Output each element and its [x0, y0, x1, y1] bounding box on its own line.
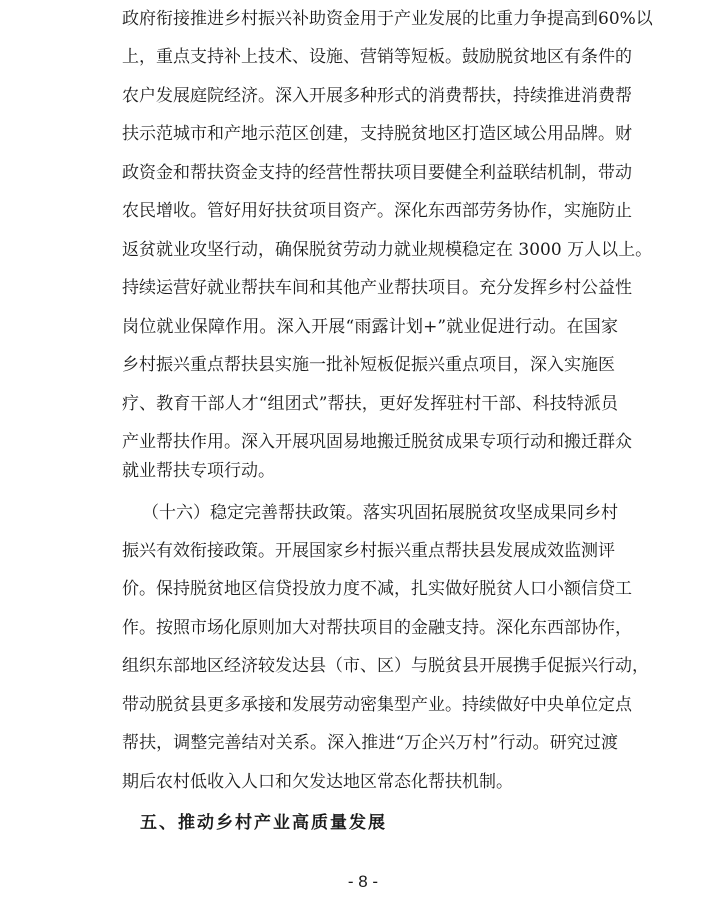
paragraph-line: 组织东部地区经济较发达县（市、区）与脱贫县开展携手促振兴行动， [122, 656, 649, 676]
paragraph-line: 振兴有效衔接政策。开展国家乡村振兴重点帮扶县发展成效监测评 [122, 541, 615, 561]
paragraph-line: 返贫就业攻坚行动，确保脱贫劳动力就业规模稳定在 3000 万人以上。 [122, 240, 653, 260]
paragraph-line: 作。按照市场化原则加大对帮扶项目的金融支持。深化东西部协作， [122, 618, 632, 638]
paragraph-line: 带动脱贫县更多承接和发展劳动密集型产业。持续做好中央单位定点 [122, 695, 632, 715]
paragraph-line: 农户发展庭院经济。深入开展多种形式的消费帮扶，持续推进消费帮 [122, 86, 632, 106]
paragraph-line: （十六）稳定完善帮扶政策。落实巩固拓展脱贫攻坚成果同乡村 [142, 503, 618, 523]
page-number: - 8 - [347, 872, 379, 891]
paragraph-line: 就业帮扶专项行动。 [122, 461, 275, 481]
paragraph-line: 政府衔接推进乡村振兴补助资金用于产业发展的比重力争提高到60%以 [122, 9, 653, 29]
paragraph-line: 产业帮扶作用。深入开展巩固易地搬迁脱贫成果专项行动和搬迁群众 [122, 432, 632, 452]
paragraph-line: 期后农村低收入人口和欠发达地区常态化帮扶机制。 [122, 772, 513, 792]
paragraph-line: 岗位就业保障作用。深入开展“雨露计划+”就业促进行动。在国家 [122, 317, 618, 337]
paragraph-line: 价。保持脱贫地区信贷投放力度不减，扎实做好脱贫人口小额信贷工 [122, 579, 632, 599]
paragraph-line: 疗、教育干部人才“组团式”帮扶，更好发挥驻村干部、科技特派员 [122, 394, 618, 414]
paragraph-line: 扶示范城市和产地示范区创建，支持脱贫地区打造区域公用品牌。财 [122, 124, 632, 144]
paragraph-line: 政资金和帮扶资金支持的经营性帮扶项目要健全利益联结机制，带动 [122, 163, 632, 183]
paragraph-line: 乡村振兴重点帮扶县实施一批补短板促振兴重点项目，深入实施医 [122, 355, 615, 375]
paragraph-line: 上，重点支持补上技术、设施、营销等短板。鼓励脱贫地区有条件的 [122, 47, 632, 67]
paragraph-line: 帮扶，调整完善结对关系。深入推进“万企兴万村”行动。研究过渡 [122, 733, 618, 753]
section-heading: 五、推动乡村产业高质量发展 [140, 813, 387, 833]
paragraph-line: 持续运营好就业帮扶车间和其他产业帮扶项目。充分发挥乡村公益性 [122, 278, 632, 298]
paragraph-line: 农民增收。管好用好扶贫项目资产。深化东西部劳务协作，实施防止 [122, 201, 632, 221]
